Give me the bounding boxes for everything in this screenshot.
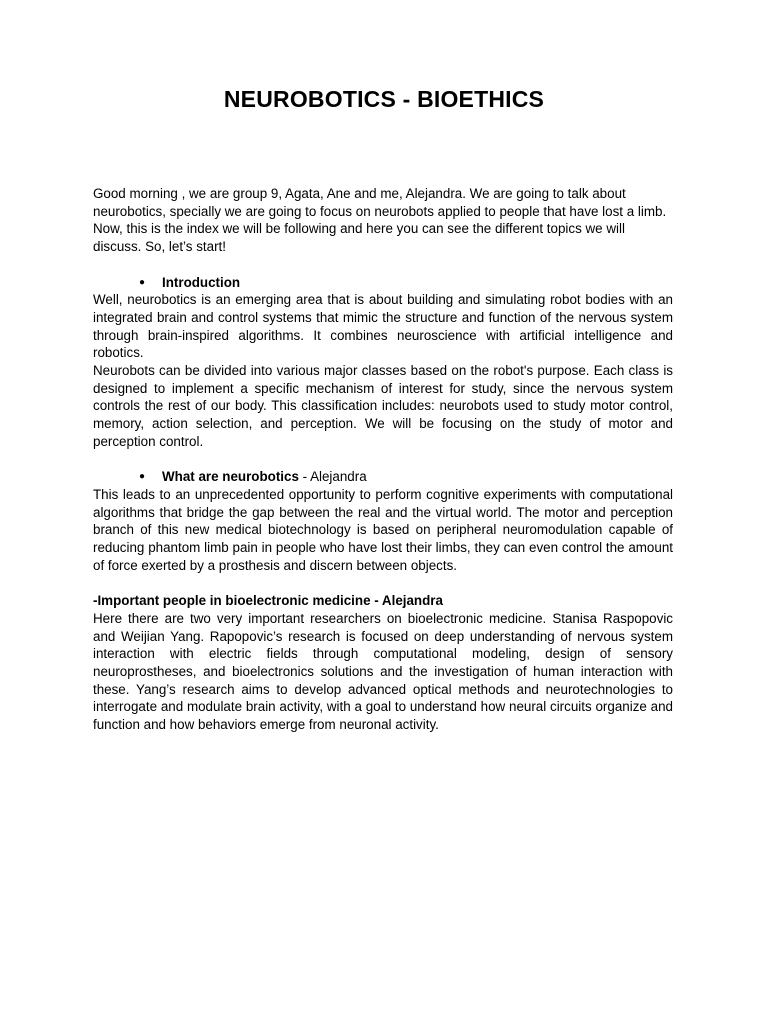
section-heading-what-are-neurobotics (93, 468, 673, 486)
intro-paragraph: Good morning , we are group 9, Agata, Ane and me, Alejandra. We are going to talk about neurobotics, specially we are going to focus on neurobots applied to people that have lost a limb. (93, 186, 667, 219)
spacer (93, 451, 673, 469)
document-title: NEUROBOTICS - BIOETHICS (223, 86, 545, 112)
intro-paragraph: Now, this is the index we will be following and here you can see the different topics we will discuss. So, let’s start! (93, 221, 625, 255)
bullet-icon: ● (139, 471, 146, 483)
section-paragraph: Here there are two very important researchers on bioelectronic medicine. Stanisa Raspopovic and Weijian Yang. Rapopovic’s research is focused on deep understanding of nervous system interaction with electric fields through computational modeling, design of sensory neuroprostheses, and bioelectronics solutions and the investigation of human interaction with these. Yang’s research aims to develop advanced optical methods and neurotechnologies to interrogate and modulate brain activity, with a goal to understand how neural circuits organize and function and how behaviors emerge from neuronal activity. (93, 610, 673, 733)
section-paragraph: Neurobots can be divided into various major classes based on the robot's purpose. Each class is designed to implement a specific mechanism of interest for study, since the nervous system controls the rest of our body. This classification includes: neurobots used to study motor control, memory, action selection, and perception. We will be focusing on the study of motor and perception control. (93, 363, 673, 449)
spacer (93, 574, 673, 592)
document-body (93, 185, 673, 734)
section-heading-text: What are neurobotics (162, 469, 299, 485)
section-heading-text: Introduction (162, 274, 241, 290)
section-paragraph: This leads to an unprecedented opportunity to perform cognitive experiments with computational algorithms that bridge the gap between the real and the virtual world. The motor and perception branch of this new medical biotechnology is based on peripheral neuromodulation capable of reducing phantom limb pain in people who have lost their limbs, they can even control the amount of force exerted by a prosthesis and discern between objects. (93, 486, 673, 573)
section-heading-introduction (93, 274, 673, 292)
bullet-icon: ● (139, 276, 146, 288)
section-heading-text: -Important people in bioelectronic medicine - Alejandra (93, 593, 443, 609)
section-heading-author: - Alejandra (298, 469, 367, 485)
section-heading-important-people (93, 592, 673, 610)
spacer (93, 256, 673, 274)
section-paragraph: Well, neurobotics is an emerging area that is about building and simulating robot bodies with an integrated brain and control systems that mimic the structure and function of the nervous system through brain-inspired algorithms. It combines neuroscience with artificial intelligence and robotics. (93, 292, 673, 361)
